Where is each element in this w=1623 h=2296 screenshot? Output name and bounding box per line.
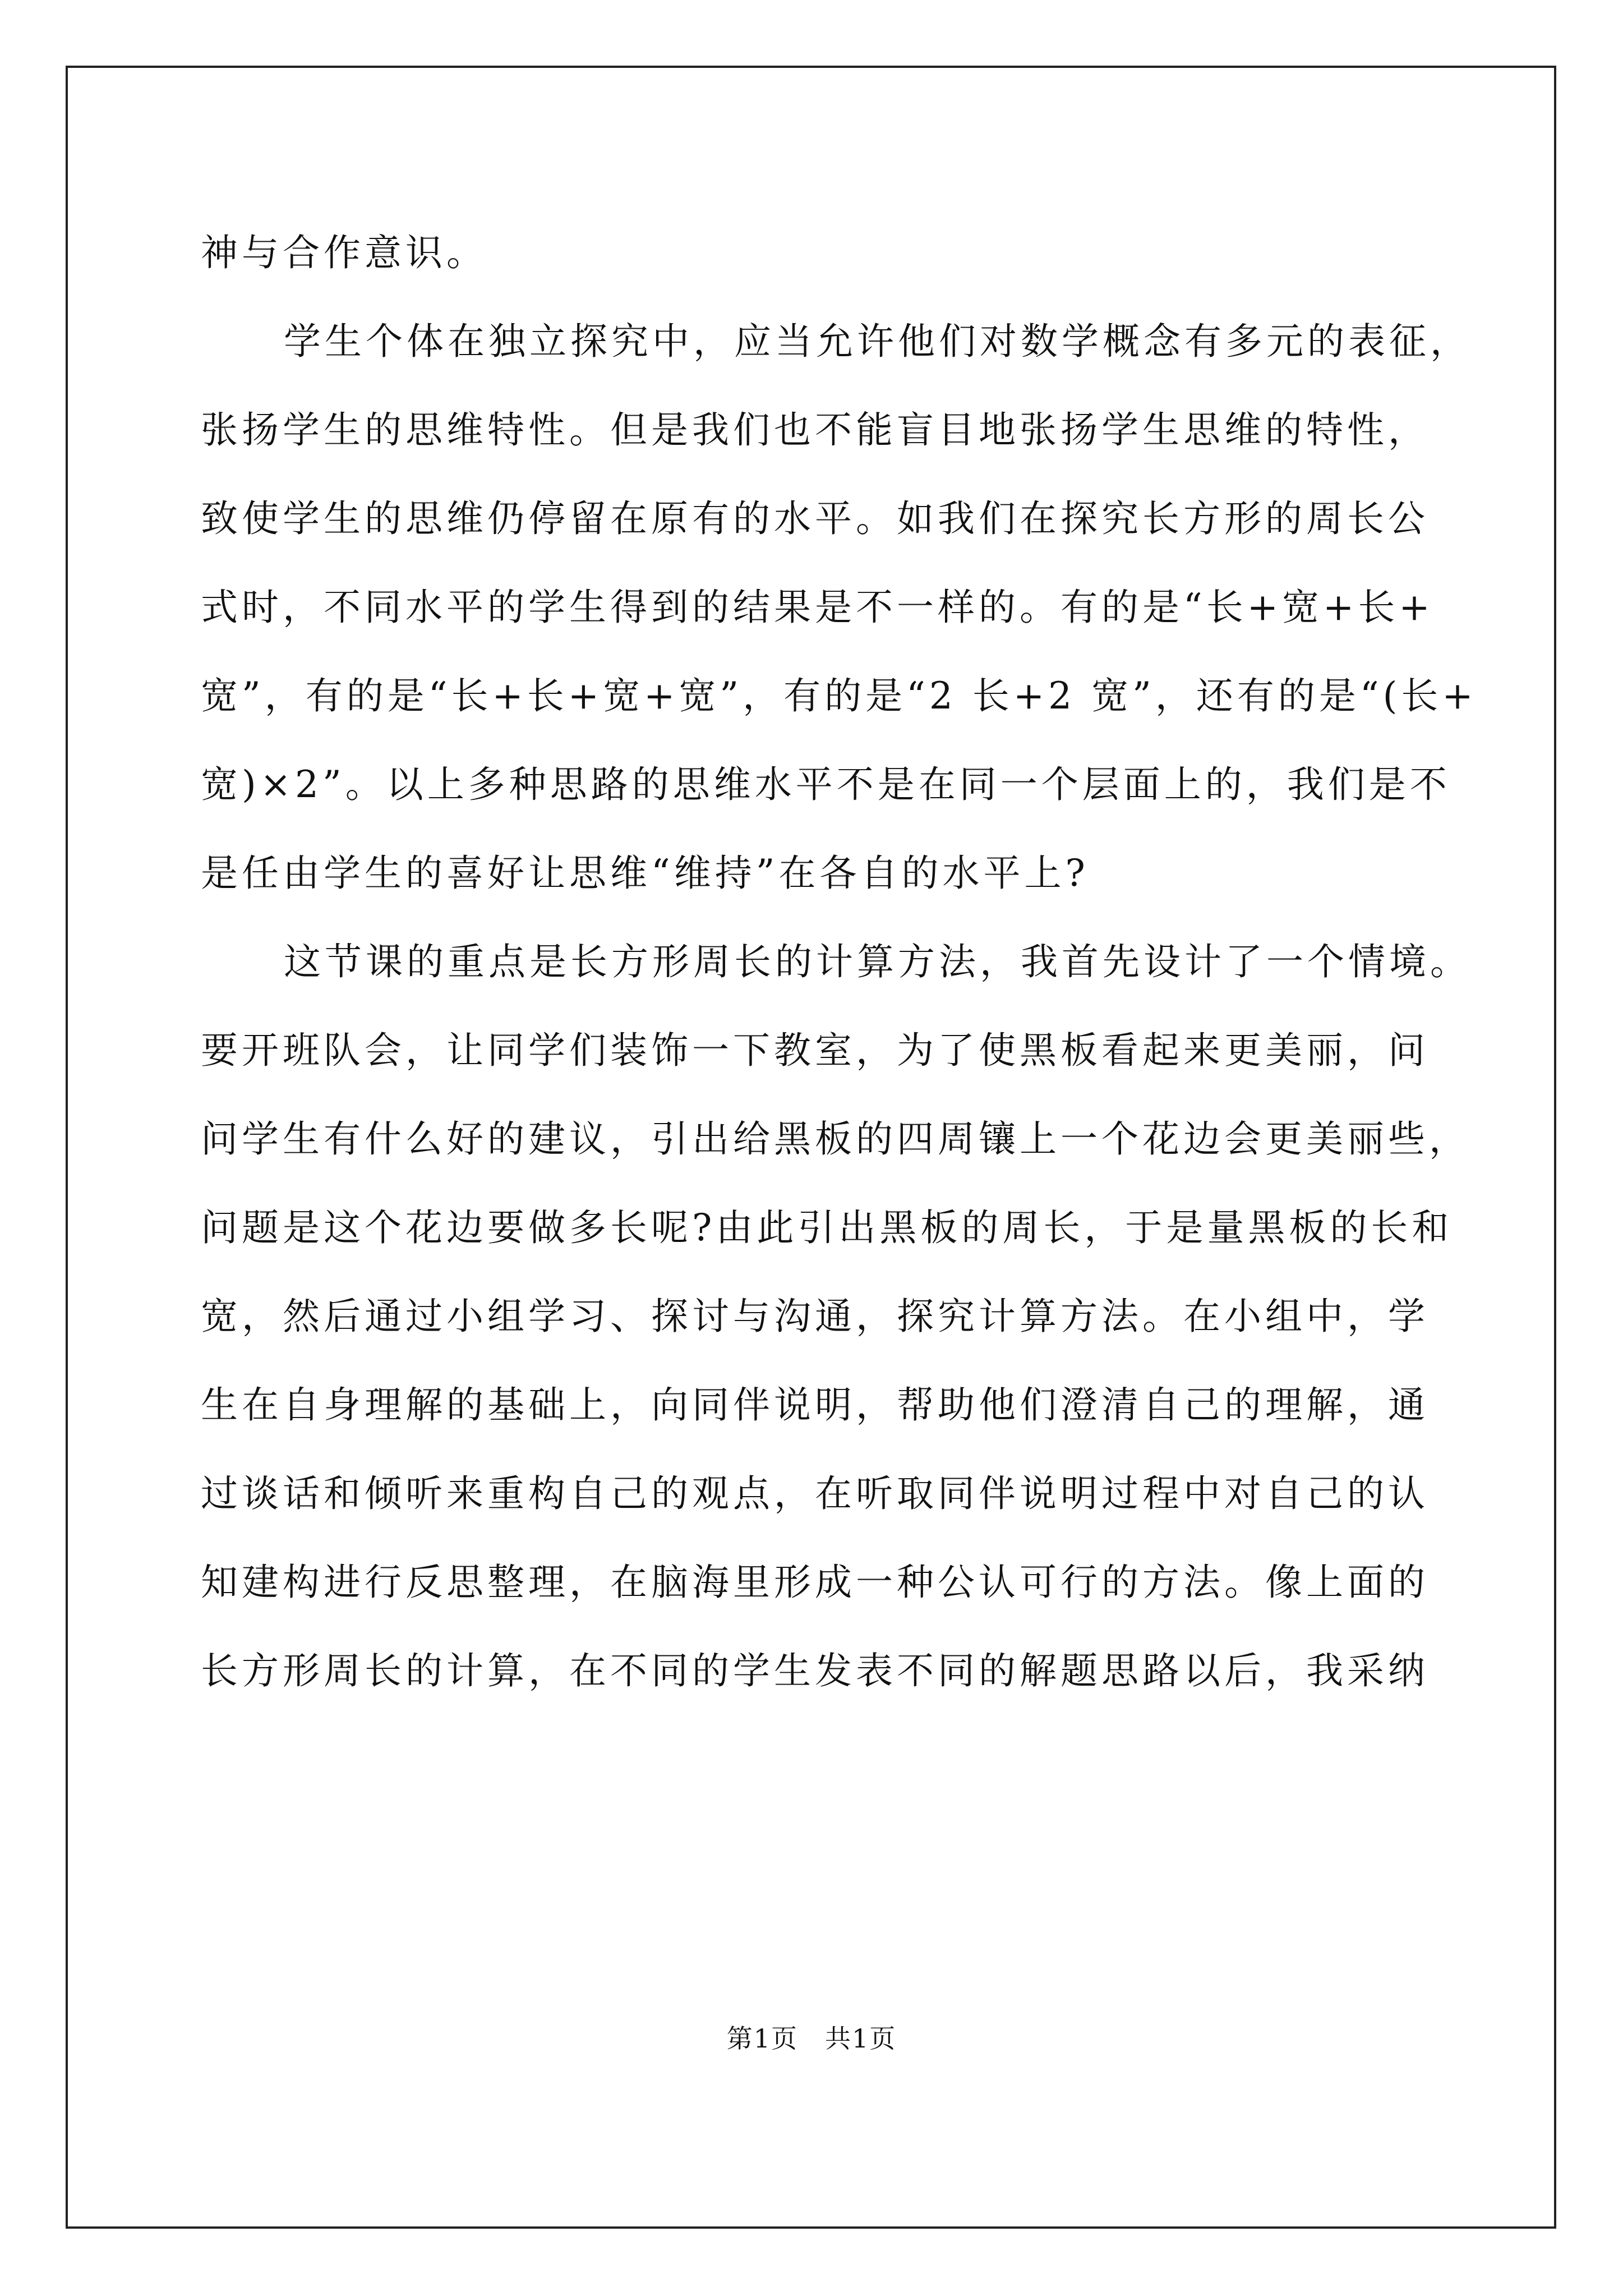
text-line: 问题是这个花边要做多长呢?由此引出黑板的周长，于是量黑板的长和 [201,1206,1453,1249]
text-line: 这节课的重点是长方形周长的计算方法，我首先设计了一个情境。 [284,940,1471,983]
page-footer [0,2018,1623,2055]
text-line: 是任由学生的喜好让思维“维持”在各自的水平上? [201,852,1089,895]
text-line: 神与合作意识。 [201,231,487,274]
text-line: 张扬学生的思维特性。但是我们也不能盲目地张扬学生思维的特性， [201,408,1429,452]
text-line: 要开班队会，让同学们装饰一下教室，为了使黑板看起来更美丽，问 [201,1029,1429,1072]
text-line: 学生个体在独立探究中，应当允许他们对数学概念有多元的表征， [284,320,1471,363]
document-body [201,209,1477,1715]
text-line: 长方形周长的计算，在不同的学生发表不同的解题思路以后，我采纳 [201,1649,1429,1692]
page-number: 第1页 [726,2023,798,2054]
text-line: 宽，然后通过小组学习、探讨与沟通，探究计算方法。在小组中，学 [201,1295,1429,1338]
text-line: 宽”，有的是“长+长+宽+宽”，有的是“2 长+2 宽”，还有的是“(长+ [201,674,1477,717]
text-line: 宽)×2”。以上多种思路的思维水平不是在同一个层面上的，我们是不 [201,763,1451,806]
page-total: 共1页 [825,2023,897,2054]
text-line: 问学生有什么好的建议，引出给黑板的四周镶上一个花边会更美丽些， [201,1117,1470,1161]
text-line: 式时，不同水平的学生得到的结果是不一样的。有的是“长+宽+长+ [201,586,1434,629]
text-line: 知建构进行反思整理，在脑海里形成一种公认可行的方法。像上面的 [201,1561,1429,1604]
text-line: 生在自身理解的基础上，向同伴说明，帮助他们澄清自己的理解，通 [201,1383,1429,1427]
text-line: 过谈话和倾听来重构自己的观点，在听取同伴说明过程中对自己的认 [201,1472,1429,1515]
text-line: 致使学生的思维仍停留在原有的水平。如我们在探究长方形的周长公 [201,497,1429,540]
